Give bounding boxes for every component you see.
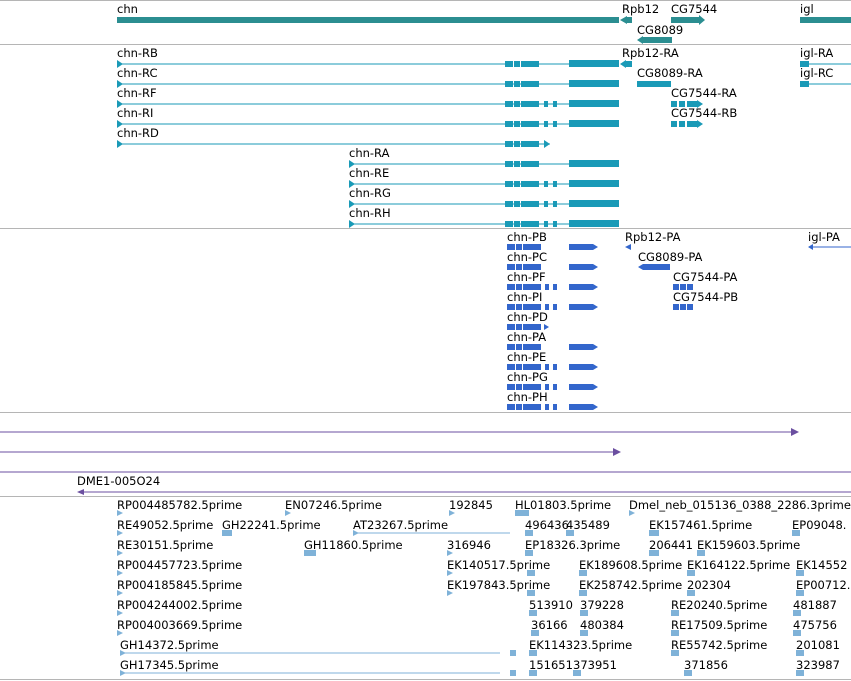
- protein-glyphs: [0, 228, 851, 412]
- protein-label[interactable]: CG8089-PA: [638, 250, 703, 264]
- transcript-label[interactable]: chn-RE: [349, 166, 390, 180]
- protein-label[interactable]: CG7544-PB: [673, 290, 739, 304]
- est-label[interactable]: GH17345.5prime: [120, 658, 219, 672]
- protein-label[interactable]: igl-PA: [808, 230, 840, 244]
- protein-label[interactable]: chn-PA: [507, 330, 547, 344]
- est-label[interactable]: AT23267.5prime: [353, 518, 449, 532]
- gene-label[interactable]: CG8089: [637, 23, 684, 37]
- est-label[interactable]: 496436: [525, 518, 569, 532]
- est-label[interactable]: HL01803.5prime: [515, 498, 612, 512]
- est-label[interactable]: RP004003669.5prime: [117, 618, 243, 632]
- est-label[interactable]: RP004244002.5prime: [117, 598, 243, 612]
- est-label[interactable]: EK140517.5prime: [447, 558, 551, 572]
- est-label[interactable]: 435489: [566, 518, 610, 532]
- est-label[interactable]: GH14372.5prime: [120, 638, 219, 652]
- gene-chn-bar[interactable]: [117, 17, 619, 23]
- transcript-label[interactable]: chn-RI: [117, 106, 154, 120]
- protein-label[interactable]: chn-PG: [507, 370, 548, 384]
- est-label[interactable]: 323987: [796, 658, 840, 672]
- est-label[interactable]: GH22241.5prime: [222, 518, 321, 532]
- track-separator: [0, 0, 851, 1]
- protein-chn-ph: [507, 404, 598, 410]
- est-label[interactable]: EK258742.5prime: [579, 578, 683, 592]
- transcript-label[interactable]: chn-RG: [349, 186, 391, 200]
- transcript-cg8089-ra: [637, 81, 671, 87]
- transcript-label[interactable]: CG7544-RA: [671, 86, 737, 100]
- est-label[interactable]: Dmel_neb_015136_0388_2286.3prime: [629, 498, 851, 512]
- gene-label[interactable]: igl: [800, 2, 814, 16]
- gene-rpb12-glyph[interactable]: [620, 15, 634, 25]
- est-label[interactable]: RP004457723.5prime: [117, 558, 243, 572]
- gene-label[interactable]: chn: [117, 2, 138, 16]
- transcript-label[interactable]: chn-RD: [117, 126, 159, 140]
- est-label[interactable]: 192845: [449, 498, 493, 512]
- est-label[interactable]: 202304: [687, 578, 731, 592]
- transcript-chn-ra: [349, 160, 619, 168]
- est-label[interactable]: EK197843.5prime: [447, 578, 551, 592]
- est-label[interactable]: 481887: [793, 598, 837, 612]
- transcript-label[interactable]: chn-RH: [349, 206, 391, 220]
- est-label[interactable]: 371856: [684, 658, 728, 672]
- transcript-label[interactable]: CG7544-RB: [671, 106, 738, 120]
- protein-rpb12-pa: [625, 244, 631, 250]
- est-label[interactable]: 379228: [580, 598, 624, 612]
- est-label[interactable]: 316946: [447, 538, 491, 552]
- est-label[interactable]: RE20240.5prime: [671, 598, 768, 612]
- est-label[interactable]: GH11860.5prime: [304, 538, 403, 552]
- protein-label[interactable]: chn-PD: [507, 310, 548, 324]
- transcript-label[interactable]: chn-RF: [117, 86, 157, 100]
- protein-cg7544-pb: [673, 304, 693, 310]
- transcript-label[interactable]: CG8089-RA: [637, 66, 703, 80]
- transcript-chn-rc: [117, 80, 619, 88]
- transcript-rpb12-ra: [620, 60, 632, 68]
- est-label[interactable]: 480384: [580, 618, 624, 632]
- transcript-igl-rc: [800, 81, 851, 87]
- est-label[interactable]: RP004485782.5prime: [117, 498, 243, 512]
- transcript-label[interactable]: chn-RA: [349, 146, 390, 160]
- alignment-dme1-005o24: [77, 489, 851, 495]
- transcript-chn-rd: [117, 140, 550, 148]
- transcript-label[interactable]: chn-RB: [117, 46, 158, 60]
- est-label[interactable]: 513910: [529, 598, 573, 612]
- est-label[interactable]: 36166: [531, 618, 568, 632]
- protein-label[interactable]: chn-PI: [507, 290, 543, 304]
- gene-label[interactable]: Rpb12: [622, 2, 660, 16]
- transcript-cg7544-rb: [671, 120, 703, 128]
- gene-label[interactable]: CG7544: [671, 2, 718, 16]
- est-label[interactable]: 201081: [796, 638, 840, 652]
- est-label[interactable]: EK164122.5prime: [687, 558, 791, 572]
- protein-label[interactable]: chn-PH: [507, 390, 548, 404]
- protein-label[interactable]: chn-PF: [507, 270, 546, 284]
- protein-label[interactable]: CG7544-PA: [673, 270, 738, 284]
- alignment-1: [0, 428, 799, 436]
- est-label[interactable]: EP09048.: [792, 518, 847, 532]
- protein-cg8089-pa: [638, 264, 670, 270]
- transcript-label[interactable]: chn-RC: [117, 66, 158, 80]
- transcript-label[interactable]: igl-RA: [800, 46, 834, 60]
- protein-label[interactable]: Rpb12-PA: [625, 230, 681, 244]
- est-label[interactable]: EP18326.3prime: [525, 538, 621, 552]
- est-label[interactable]: RE55742.5prime: [671, 638, 768, 652]
- alignment-2: [0, 448, 621, 456]
- est-label[interactable]: EK157461.5prime: [649, 518, 753, 532]
- est-label[interactable]: RE30151.5prime: [117, 538, 214, 552]
- est-label[interactable]: 206441: [649, 538, 693, 552]
- est-label[interactable]: EK14552: [796, 558, 848, 572]
- gene-igl-bar[interactable]: [800, 17, 851, 23]
- est-label[interactable]: EK114323.5prime: [529, 638, 633, 652]
- transcript-label[interactable]: igl-RC: [800, 66, 834, 80]
- protein-igl-pa: [808, 244, 851, 250]
- transcript-chn-rb: [117, 60, 619, 68]
- est-label[interactable]: EP00712.: [796, 578, 851, 592]
- transcript-chn-ri: [117, 120, 619, 128]
- transcript-chn-rf: [117, 100, 619, 108]
- protein-label[interactable]: chn-PB: [507, 230, 547, 244]
- est-label[interactable]: RP004185845.5prime: [117, 578, 243, 592]
- est-label[interactable]: EK159603.5prime: [697, 538, 801, 552]
- protein-label[interactable]: chn-PE: [507, 350, 547, 364]
- alignment-label[interactable]: DME1-005O24: [77, 474, 161, 488]
- est-label[interactable]: EK189608.5prime: [579, 558, 683, 572]
- transcript-label[interactable]: Rpb12-RA: [622, 46, 679, 60]
- transcript-chn-rh: [349, 220, 619, 228]
- est-label[interactable]: RE49052.5prime: [117, 518, 214, 532]
- est-label[interactable]: 475756: [793, 618, 837, 632]
- gene-cg8089-glyph[interactable]: [637, 36, 673, 44]
- est-label[interactable]: RE17509.5prime: [671, 618, 768, 632]
- est-label[interactable]: 151651: [529, 658, 573, 672]
- protein-label[interactable]: chn-PC: [507, 250, 548, 264]
- est-label[interactable]: EN07246.5prime: [285, 498, 382, 512]
- est-label[interactable]: 373951: [573, 658, 617, 672]
